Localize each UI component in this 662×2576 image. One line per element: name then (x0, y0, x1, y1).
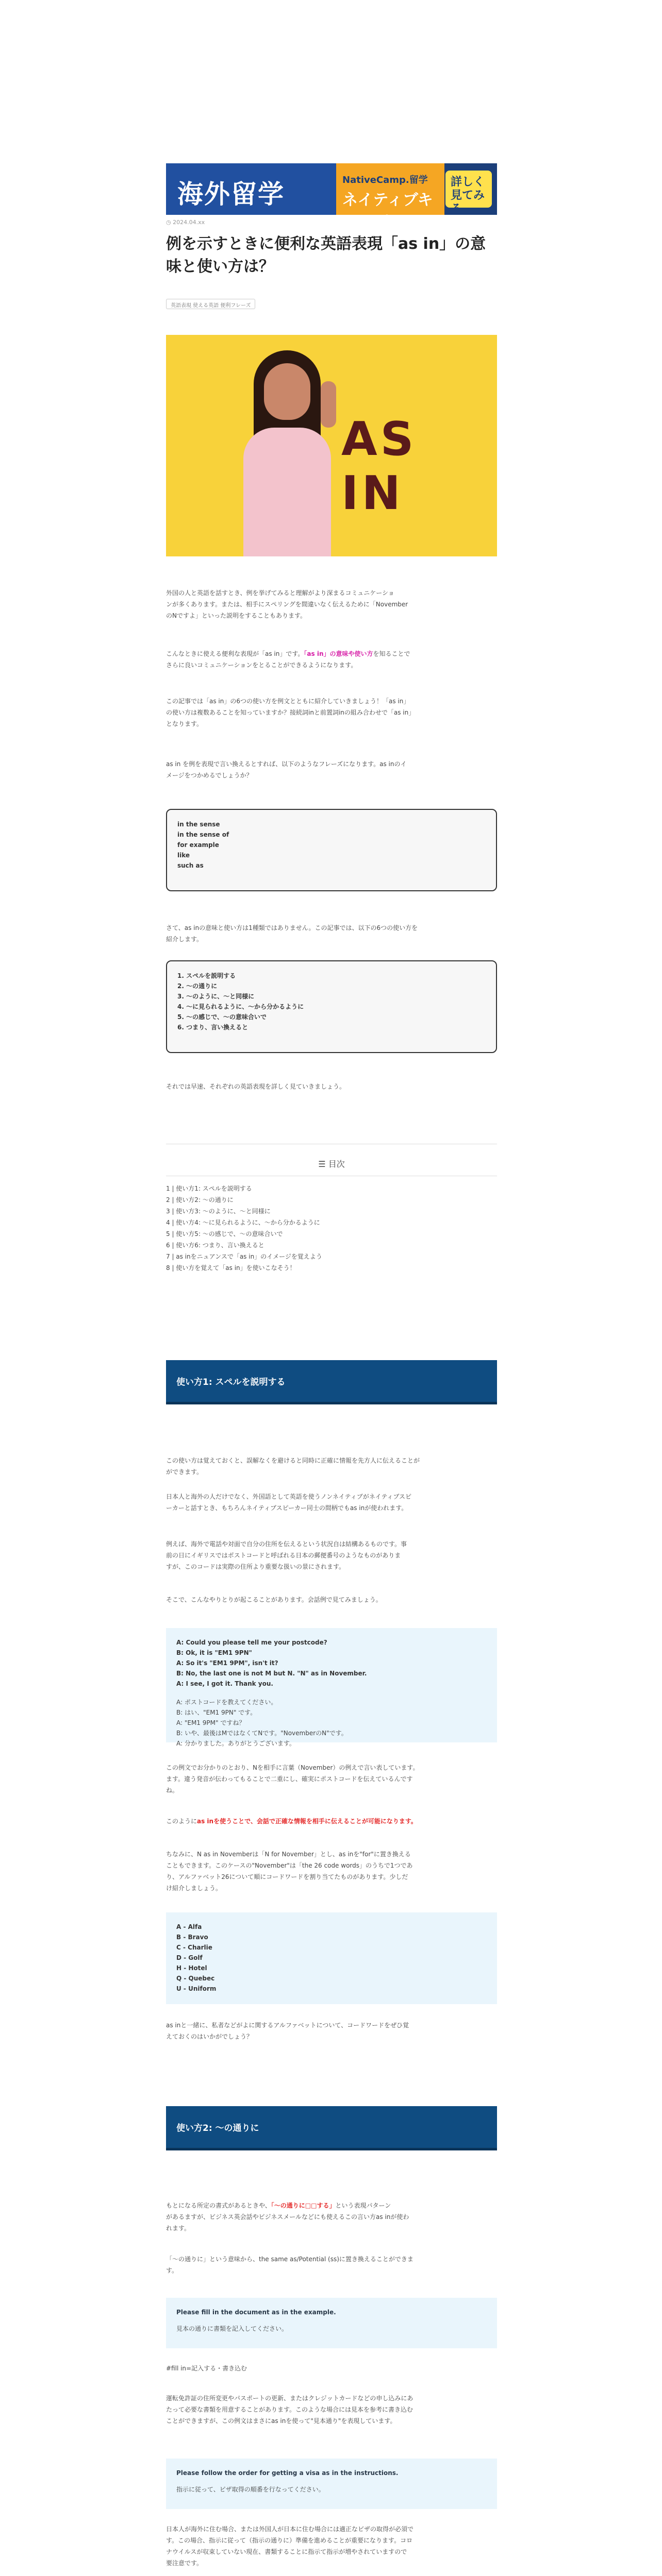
intro-paragraph-6: それでは早速、それぞれの英語表現を詳しく見ていきましょう。 (166, 1083, 346, 1090)
toc-link[interactable]: 8 | 使い方を覚えて「as in」を使いこなそう！ (166, 1264, 296, 1272)
section1-line: as inと一緒に、私者などがよに関するアルファベットについて、コードワードをぜひ覚 (166, 2022, 409, 2029)
intro-p2-text: こんなときに使える便利な表現が「as in」です。 (166, 650, 304, 657)
toc-link[interactable]: 3 | 使い方3: 〜のように、〜と同様に (166, 1208, 271, 1215)
section1-line: この例文でお分かりのとおり、Nを相手に言葉（November）の例えで言い表しています。 (166, 1764, 419, 1771)
dialog-example (166, 1628, 497, 1747)
example-ja: 見本の通りに書類を記入してください。 (176, 2325, 288, 2332)
example-box (166, 2298, 497, 2348)
intro-p2-line (166, 648, 497, 659)
intro-p3-line: の使い方は複数あることを知っていますか？接続詞inと前置詞inの組み合わせで「as in」 (166, 709, 415, 716)
intro-p1-line: 外国の人と英語を話すとき、例を挙げてみると理解がより深まるコミュニケーショ (166, 589, 394, 597)
usage-item: 6. つまり、言い換えると (177, 1024, 249, 1031)
section2-paragraph (166, 2253, 497, 2276)
page-title (166, 233, 497, 278)
section2-line: 運転免許証の住所変更やパスポートの更新、またはクレジットカードなどの申し込みにあ (166, 2395, 413, 2402)
example-box (166, 2459, 497, 2509)
intro-paragraph-2 (166, 648, 497, 671)
section2-line: れます。 (166, 2225, 191, 2232)
dialog-line-ja: B: いや、最後はMではなくてNです。"NovemberのN"です。 (176, 1730, 347, 1737)
intro-paragraph-3 (166, 696, 497, 730)
dialog-line-en: A: I see, I got it. Thank you. (176, 1680, 273, 1687)
example-en: Please fill in the document as in the example. (176, 2309, 336, 2316)
banner-brand-bottom: ネイティブキャンプ (342, 191, 433, 232)
section2-text: という表現パターン (335, 2202, 391, 2209)
category-tag[interactable]: 英語表現 使える英語 便利フレーズ (166, 299, 255, 309)
section2-line: 日本人が海外に住む場合、または外国人が日本に住む場合には適正なビザの取得が必須で (166, 2526, 414, 2533)
section2-paragraph: #fill in=記入する・書き込む (166, 2365, 247, 2372)
section1-paragraph (166, 1849, 497, 1894)
intro-paragraph-5 (166, 922, 497, 945)
banner-cta-button[interactable] (445, 171, 492, 215)
hero-body (243, 428, 331, 556)
phrase-box (166, 809, 497, 891)
dialog-line-en: B: No, the last one is not M but N. "N" as in November. (176, 1670, 367, 1677)
dialog-line-ja: B: はい、"EM1 9PN" です。 (176, 1709, 257, 1716)
intro-p2-highlight: 「as in」の意味や使い方 (304, 650, 373, 657)
codeword-item: Q - Quebec (176, 1975, 215, 1982)
section-heading: 使い方2: 〜の通りに (166, 2106, 497, 2150)
section2-line: す。この場合、指示に従って（指示の通りに）準備を進めることが重要になります。コロ (166, 2537, 413, 2544)
section1-paragraph (166, 1455, 497, 1478)
intro-p1-line: ンが多くあります。または、相手にスペリングを間違いなく伝えるために「November (166, 601, 408, 608)
section2-line: 「〜の通りに」という意味から、the same as/Potential (ss)に置き換えることができま (166, 2256, 413, 2263)
toc-title[interactable] (166, 1158, 497, 1170)
intro-p4-line: as in を例を表現で言い換えるとすれば、以下のようなフレーズになります。as inのイ (166, 760, 407, 768)
section1-paragraph (166, 1816, 497, 1827)
section1-line: 日本人と海外の人だけでなく、外国語として英語を使うノンネイティブがネイティブスピ (166, 1493, 412, 1500)
codeword-item: D - Golf (176, 1954, 203, 1961)
intro-p5-line: さて、as inの意味と使い方は1種類ではありません。この記事では、以下の6つの使い方を (166, 924, 418, 931)
intro-paragraph-4 (166, 758, 497, 781)
toc-link[interactable]: 6 | 使い方6: つまり、言い換えると (166, 1242, 264, 1249)
codeword-item: U - Uniform (176, 1985, 217, 1992)
section2-line (166, 2200, 497, 2211)
banner-brand-top: NativeCamp.留学 (342, 175, 428, 185)
title-line-2: 味と使い方は？ (166, 258, 274, 276)
section1-line: この使い方は覚えておくと、誤解なくを避けると同時に正確に情報を先方人に伝えることが (166, 1457, 420, 1464)
dialog-line-en: A: Could you please tell me your postcode? (176, 1639, 327, 1646)
dialog-line-en: A: So it's "EM1 9PM", isn't it? (176, 1659, 278, 1667)
intro-p4-line: メージをつかめるでしょうか？ (166, 772, 253, 779)
usage-item: 4. 〜に見られるように、〜から分かるように (177, 1003, 304, 1010)
section1-line: すが、このコードは実際の住所より重要な扱いの景にされます。 (166, 1563, 345, 1570)
usage-list-box (166, 960, 497, 1053)
banner-brand (336, 163, 444, 232)
section1-line: ができます。 (166, 1468, 203, 1476)
codeword-box (166, 1912, 497, 2004)
section1-paragraph (166, 1491, 497, 1514)
section2-paragraph (166, 2200, 497, 2234)
section1-line: け紹介しましょう。 (166, 1885, 222, 1892)
banner-main (166, 163, 336, 215)
toc-link[interactable]: 2 | 使い方2: 〜の通りに (166, 1196, 234, 1204)
codeword-item: B - Bravo (176, 1934, 208, 1941)
section1-line: ね。 (166, 1787, 179, 1794)
list-icon: ☰ (318, 1159, 328, 1169)
post-date-text: 2024.04.xx (173, 219, 205, 226)
section2-line: があるますが、ビジネス英会話やビジネスメールなどにも使えるこの言い方as inが使わ (166, 2213, 409, 2221)
section1-line: えておくのはいかがでしょう？ (166, 2033, 253, 2040)
title-line-1: 例を示すときに便利な英語表現「as in」の意 (166, 235, 486, 253)
dialog-line-ja: A: ポストコードを教えてください。 (176, 1699, 277, 1706)
banner-cta-label: 詳しく見てみる (451, 176, 485, 215)
toc-title-text: 目次 (328, 1159, 345, 1169)
section1-line: こともできます。このケースの"November"は「the 26 code words」のうちで1つであ (166, 1862, 413, 1869)
section1-text: このように (166, 1818, 197, 1825)
banner-main-text: 海外留学 (177, 179, 285, 209)
intro-p1-line: のNですよ」といった説明をすることもあります。 (166, 612, 307, 619)
dialog-line-ja: A: "EM1 9PM" ですね？ (176, 1719, 245, 1726)
codeword-item: A - Alfa (176, 1923, 202, 1930)
usage-item: 3. 〜のように、〜と同様に (177, 993, 255, 1000)
phrase-item: in the sense (177, 821, 220, 828)
section1-paragraph (166, 1538, 497, 1572)
section1-line: 前の日にイギリスではポストコードと呼ばれる日本の郵便番号のようなものがありま (166, 1552, 401, 1559)
codeword-item: H - Hotel (176, 1964, 207, 1972)
post-date (166, 219, 497, 226)
dialog-line-ja: A: 分かりました。ありがとうございます。 (176, 1740, 295, 1747)
usage-item: 5. 〜の感じで、〜の意味合いで (177, 1013, 267, 1021)
example-en: Please follow the order for getting a visa as in the instructions. (176, 2469, 399, 2477)
table-of-contents (166, 1183, 497, 1274)
intro-p5-line: 紹介します。 (166, 936, 203, 943)
hero-image (166, 335, 497, 556)
hero-text: AS IN (341, 412, 417, 520)
section1-line: り、アルファベット26について順にコードワードを割り当てたものがあります。少しだ (166, 1873, 408, 1880)
section1-line: 例えば、海外で電話や対面で自分の住所を伝えるという状況自は結構あるものです。事 (166, 1540, 407, 1548)
clock-icon: ◷ (166, 219, 173, 226)
hero-hand (321, 381, 336, 428)
section1-paragraph (166, 2020, 497, 2042)
intro-paragraph-1 (166, 587, 497, 621)
intro-p2-text: を知ることで (373, 650, 410, 657)
section1-line: ちなみに、N as in Novemberは「N for November」とし、as inを"for"に置き換える (166, 1851, 411, 1858)
toc-link[interactable]: 7 | as inをニュアンスで「as in」のイメージを覚えよう (166, 1253, 322, 1260)
section2-paragraph (166, 2523, 497, 2569)
section1-line: ます。違う発音が伝わってもることで二重にし、確実にポストコードを伝えているんです (166, 1775, 413, 1783)
phrase-item: such as (177, 862, 204, 869)
phrase-item: for example (177, 841, 219, 849)
example-ja: 指示に従って、ビザ取得の順番を行なってください。 (176, 2486, 325, 2493)
hero-face (264, 363, 310, 420)
section2-paragraph (166, 2393, 497, 2427)
phrase-item: in the sense of (177, 831, 229, 838)
phrase-item: like (177, 852, 190, 859)
section2-line: たって必要な書類を用意することがあります。このような場合には見本を参考に書き込む (166, 2406, 413, 2413)
section2-line: ナウイルスが収束していない現在、書類することに指示て指示が増やされていますので (166, 2548, 407, 2555)
section2-text: もとになる所定の書式があるときや、 (166, 2202, 271, 2209)
section1-line: ーカーと話すとき、もちろんネイティブスピーカー同士の間柄でもas inが使われます。 (166, 1504, 408, 1512)
section-heading: 使い方1: スペルを説明する (166, 1360, 497, 1404)
codeword-item: C - Charlie (176, 1944, 212, 1951)
intro-p3-line: となります。 (166, 720, 203, 727)
toc-link[interactable]: 1 | 使い方1: スペルを説明する (166, 1185, 252, 1192)
section1-paragraph (166, 1762, 497, 1796)
hero-person (243, 350, 331, 556)
usage-item: 2. 〜の通りに (177, 982, 218, 990)
intro-p3-line: この記事では「as in」の6つの使い方を例文とともに紹介していきましょう！「as in」 (166, 698, 410, 705)
section2-line: す。 (166, 2267, 178, 2274)
intro-p2-line: さらに良いコミュニケーションをとることができるようになります。 (166, 662, 357, 669)
usage-item: 1. スペルを説明する (177, 972, 236, 979)
section2-line: 要注意です。 (166, 2560, 203, 2567)
section2-line: ことができますが、この例文はまさにas inを使って"見本通り"を表現しています。 (166, 2417, 396, 2425)
dialog-line-en: B: Ok, it is "EM1 9PN" (176, 1649, 252, 1656)
section1-paragraph: そこで、こんなやりとりが起こることがあります。会話例で見てみましょう。 (166, 1596, 382, 1603)
toc-link[interactable]: 4 | 使い方4: 〜に見られるように、〜から分かるように (166, 1219, 320, 1226)
section2-highlight: 「〜の通りに□□する」 (271, 2202, 336, 2209)
section1-highlight: as inを使うことで、会話で正確な情報を相手に伝えることが可能になります。 (197, 1818, 417, 1825)
toc-link[interactable]: 5 | 使い方5: 〜の感じで、〜の意味合いで (166, 1230, 283, 1238)
